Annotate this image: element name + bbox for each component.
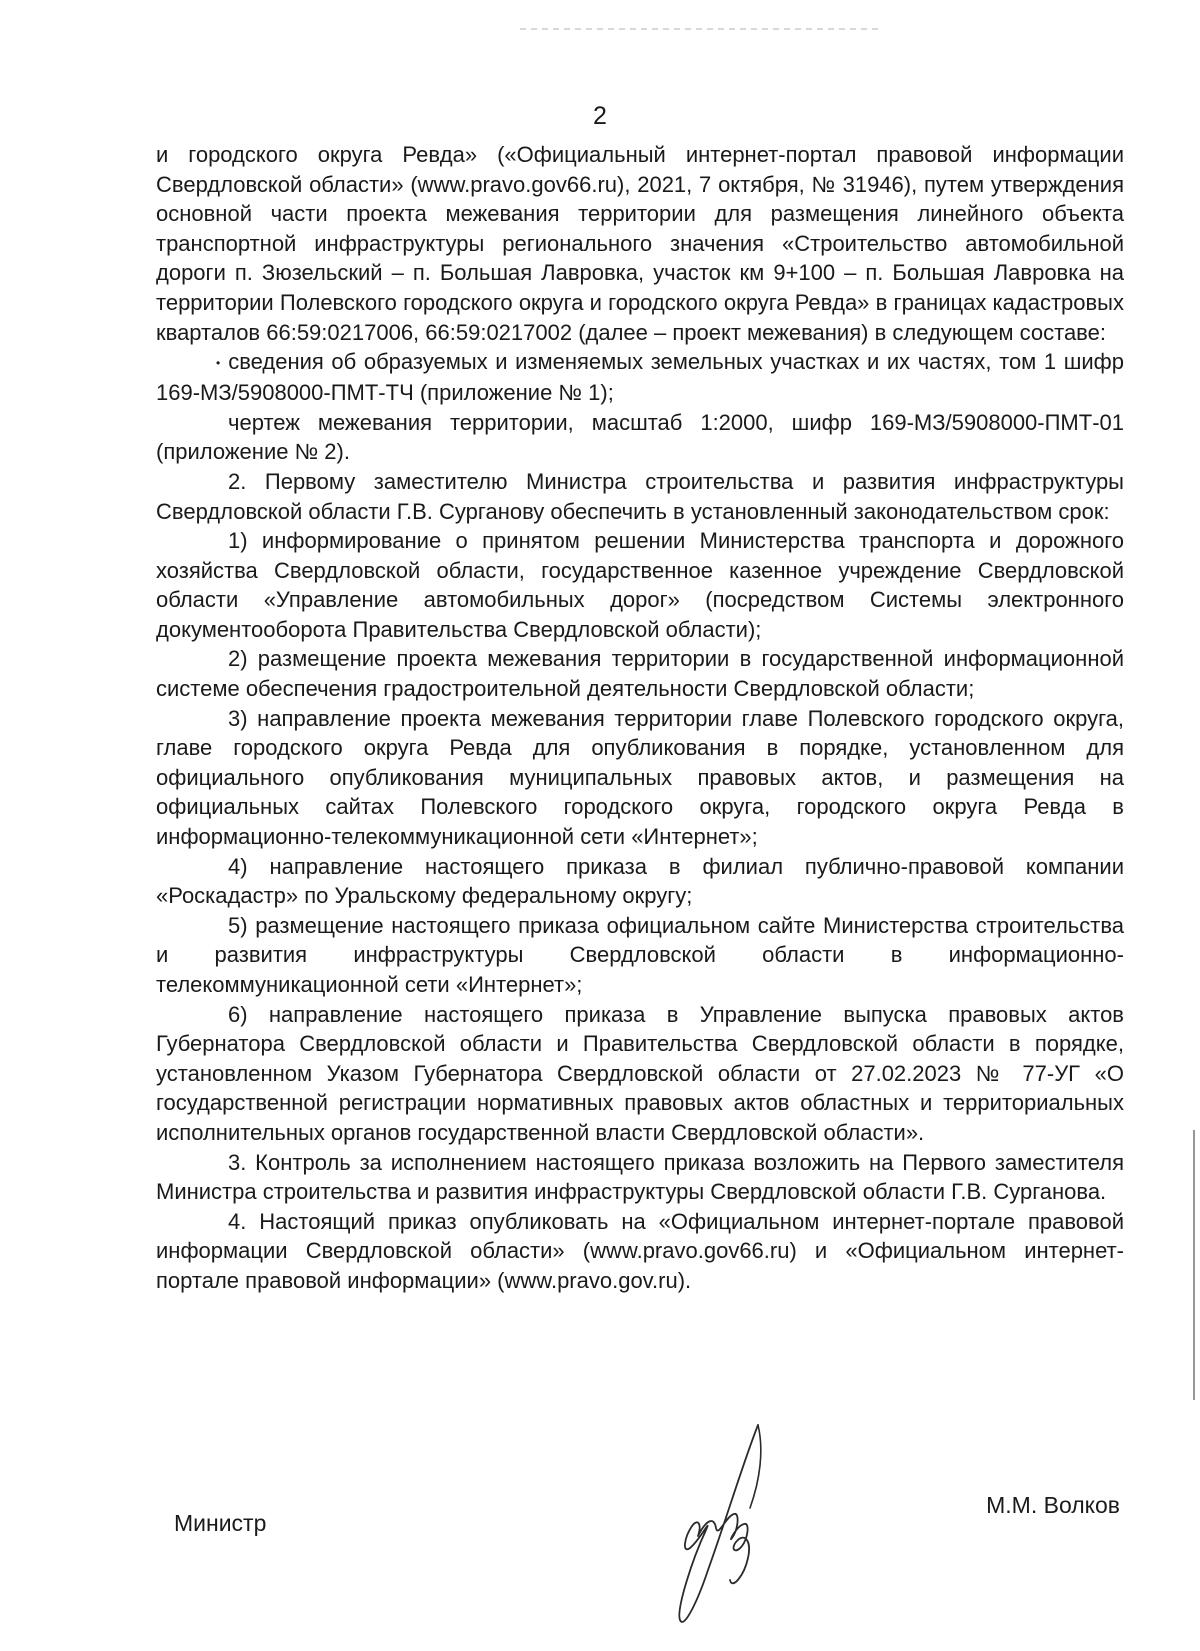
paragraph-item-4: 4. Настоящий приказ опубликовать на «Официальном интернет-портале правовой информации Свердловской области» (www.pravo.gov66.ru) и «Официальном интернет-портале правовой информации» (www.pravo.gov.ru). xyxy=(156,1208,1124,1293)
paragraph-intro: и городского округа Ревда» («Официальный интернет-портал правовой информации Свердловской области» (www.pravo.gov66.ru), 2021, 7 октября, № 31946), путем утверждения основной части проекта межевания территории для размещения линейного объекта транспортной инфраструктуры регионального значения «Строительство автомобильной дороги п. Зюзельский – п. Большая Лавровка, участок км 9+100 – п. Большая Лавровка на территории Полевского городского округа и городского округа Ревда» в границах кадастровых кварталов 66:59:0217006, 66:59:0217002 (далее – проект межевания) в следующем составе: xyxy=(156,142,1124,345)
paragraph-item-2: 2. Первому заместителю Министра строительства и развития инфраструктуры Свердловской области Г.В. Сурганову обеспечить в установленный законодательством срок: xyxy=(156,468,1124,524)
signature-block xyxy=(0,1480,1200,1650)
paragraph-item-3: 3. Контроль за исполнением настоящего приказа возложить на Первого заместителя Министра строительства и развития инфраструктуры Свердловской области Г.В. Сурганова. xyxy=(156,1149,1124,1205)
subitem-1: 1) информирование о принятом решении Министерства транспорта и дорожного хозяйства Свердловской области, государственное казенное учреждение Свердловской области «Управление автомобильных дорог» (посредством Системы электронного документооборота Правительства Свердловской области); xyxy=(156,528,1124,642)
scan-artifact-right-edge xyxy=(1193,1130,1195,1400)
list-item-drawing: чертеж межевания территории, масштаб 1:2000, шифр 169-МЗ/5908000-ПМТ-01 (приложение № 2). xyxy=(156,409,1124,465)
subitem-3: 3) направление проекта межевания территории главе Полевского городского округа, главе городского округа Ревда для опубликования в порядке, установленном для официального опубликования муниципальных правовых актов, и размещения на официальных сайтах Полевского городского округа, городского округа Ревда в информационно-телекоммуникационной сети «Интернет»; xyxy=(156,705,1124,850)
small-dot-bullet-icon: • xyxy=(216,355,221,370)
subitem-2: 2) размещение проекта межевания территории в государственной информационной системе обеспечения градостроительной деятельности Свердловской области; xyxy=(156,646,1124,702)
list-item-cadastral-info xyxy=(156,347,1124,408)
document-body xyxy=(156,140,1124,1296)
handwritten-signature-icon xyxy=(640,1420,840,1640)
list-item-text: сведения об образуемых и изменяемых земельных участках и их частях, том 1 шифр 169-МЗ/5908000-ПМТ-ТЧ (приложение № 1); xyxy=(156,349,1124,406)
signatory-name: М.М. Волков xyxy=(986,1492,1120,1518)
subitem-5: 5) размещение настоящего приказа официальном сайте Министерства строительства и развития инфраструктуры Свердловской области в информационно-телекоммуникационной сети «Интернет»; xyxy=(156,912,1124,998)
subitem-4: 4) направление настоящего приказа в филиал публично-правовой компании «Роскадастр» по Уральскому федеральному округу; xyxy=(156,853,1124,909)
page-number: 2 xyxy=(593,102,607,130)
subitem-6: 6) направление настоящего приказа в Управление выпуска правовых актов Губернатора Свердловской области и Правительства Свердловской области в порядке, установленном Указом Губернатора Свердловской области от 27.02.2023 № 77-УГ «О государственной регистрации нормативных правовых актов областных и территориальных исполнительных органов государственной власти Свердловской области». xyxy=(156,1001,1124,1145)
signatory-title: Министр xyxy=(174,1510,267,1536)
scan-artifact-top xyxy=(520,28,880,30)
